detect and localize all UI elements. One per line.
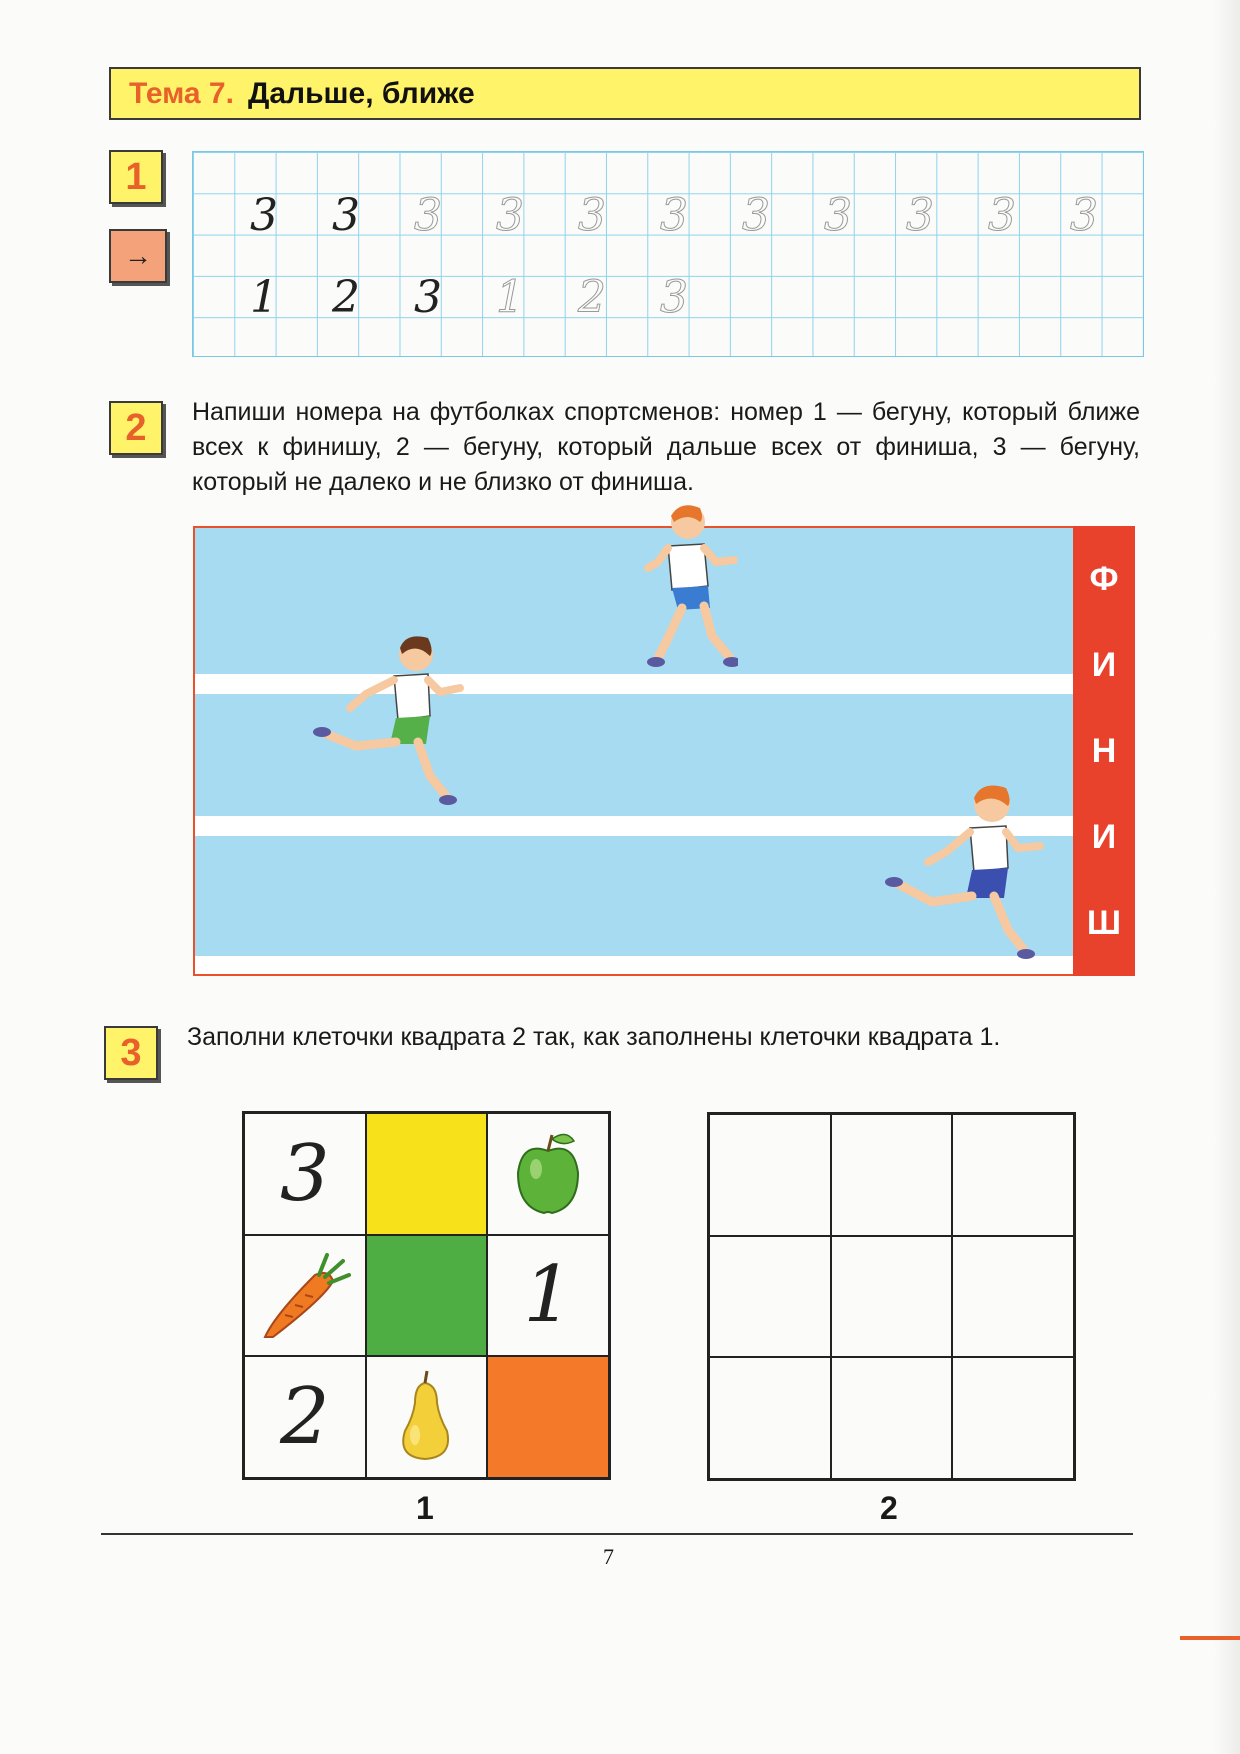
page-number: 7 <box>603 1544 614 1569</box>
grid-digit: 3 <box>414 272 442 323</box>
finish-letter: И <box>1091 818 1117 856</box>
handwritten-digit: 1 <box>523 1250 573 1341</box>
square-2-cell[interactable] <box>831 1114 953 1236</box>
grid-digit-trace: 3 <box>578 190 606 241</box>
square-1-cell <box>244 1356 366 1478</box>
runner-middle-lane-icon[interactable] <box>306 628 466 808</box>
page-edge <box>1214 0 1240 1754</box>
finish-banner <box>1073 526 1135 976</box>
square-1-cell-yellow <box>366 1113 488 1235</box>
finish-letter: Ф <box>1089 560 1119 598</box>
square-1-cell-orange <box>487 1356 609 1478</box>
grid-digit-trace: 2 <box>578 272 606 323</box>
theme-title: Дальше, ближе <box>247 76 475 110</box>
square-2-cell[interactable] <box>831 1236 953 1358</box>
grid-digit-trace: 3 <box>414 190 442 241</box>
handwritten-digit: 2 <box>280 1372 330 1463</box>
arrow-icon: → <box>109 229 167 283</box>
square-2-cell[interactable] <box>952 1236 1074 1358</box>
grid-digit: 3 <box>332 190 360 241</box>
square-2-cell[interactable] <box>952 1357 1074 1479</box>
task-2-text <box>192 395 1140 500</box>
finish-letter: И <box>1091 646 1117 684</box>
grid-digit-trace: 3 <box>742 190 770 241</box>
grid-digit: 2 <box>332 272 360 323</box>
square-1-label: 1 <box>416 1490 434 1526</box>
grid-digit-trace: 3 <box>496 190 524 241</box>
footer-divider <box>101 1533 1133 1535</box>
square-2-label: 2 <box>880 1490 898 1526</box>
theme-number: Тема 7. <box>129 76 234 110</box>
square-1-cell <box>244 1235 366 1357</box>
copy-grid[interactable] <box>192 151 1144 357</box>
finish-letter: Ш <box>1086 904 1122 942</box>
square-2-cell[interactable] <box>709 1236 831 1358</box>
square-1-cell <box>487 1235 609 1357</box>
grid-digit-trace: 3 <box>988 190 1016 241</box>
square-1-cell-green <box>366 1235 488 1357</box>
square-2-cell[interactable] <box>831 1357 953 1479</box>
square-1-cell <box>487 1113 609 1235</box>
grid-digit-trace: 3 <box>660 272 688 323</box>
grid-digit-trace: 3 <box>824 190 852 241</box>
square-2-cell[interactable] <box>952 1114 1074 1236</box>
pear-icon <box>391 1369 461 1465</box>
runner-bottom-lane-icon[interactable] <box>880 776 1050 961</box>
theme-header <box>109 67 1141 120</box>
page-edge-mark <box>1180 1636 1240 1640</box>
task-2-number: 2 <box>109 401 163 455</box>
runner-top-lane-icon[interactable] <box>608 498 738 673</box>
square-2[interactable] <box>707 1112 1076 1481</box>
task-3-text <box>187 1020 1137 1055</box>
grid-digit: 3 <box>250 190 278 241</box>
task-3-instruction: Заполни клеточки квадрата 2 так, как заполнены клеточки квадрата 1. <box>187 1023 1001 1051</box>
handwritten-digit: 3 <box>280 1128 330 1219</box>
square-1 <box>242 1111 611 1480</box>
square-2-cell[interactable] <box>709 1357 831 1479</box>
grid-digit-trace: 3 <box>906 190 934 241</box>
square-2-cell[interactable] <box>709 1114 831 1236</box>
grid-digit: 1 <box>250 272 278 323</box>
carrot-icon <box>255 1245 355 1345</box>
task-2-instruction: Напиши номера на футболках спортсменов: номер 1 — бегуну, который ближе всех к финишу, 2 — бегуну, который дальше всех от финиша, 3 — бегуну, который не далеко и не близко от финиша. <box>192 398 1140 496</box>
task-1-number: 1 <box>109 150 163 204</box>
square-1-cell <box>366 1356 488 1478</box>
finish-letter: Н <box>1091 732 1117 770</box>
grid-digit-trace: 1 <box>496 272 524 323</box>
square-1-cell <box>244 1113 366 1235</box>
task-3-number: 3 <box>104 1026 158 1080</box>
grid-digit-trace: 3 <box>660 190 688 241</box>
grid-digit-trace: 3 <box>1070 190 1098 241</box>
apple-icon <box>508 1129 588 1219</box>
